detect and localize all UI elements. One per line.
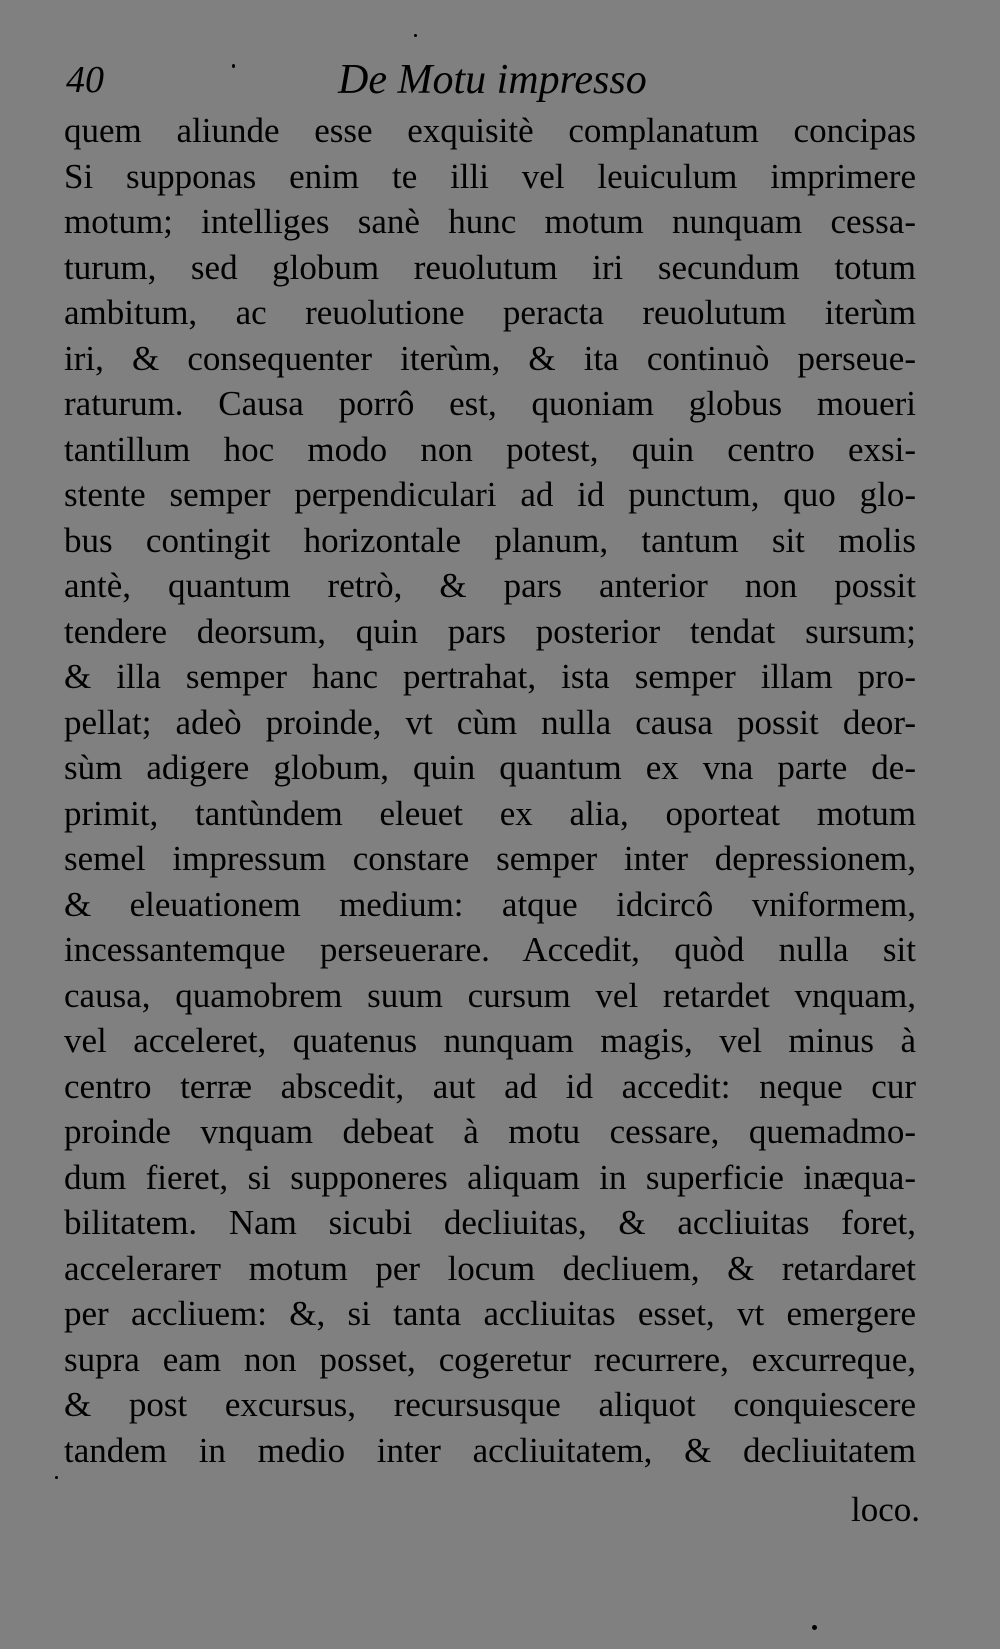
scan-speck (55, 1476, 58, 1479)
text-line: centro terræ abscedit, aut ad id accedit: neque cur (64, 1066, 916, 1106)
body-text (64, 108, 916, 1473)
running-title: De Motu impresso (338, 57, 647, 103)
text-line: Si supponas enim te illi vel leuiculum imprimere (64, 156, 916, 196)
text-line: tandem in medio inter accliuitatem, & decliuitatem (64, 1430, 916, 1470)
text-line: stente semper perpendiculari ad id punctum, quo glo- (64, 475, 916, 514)
text-line: per accliuem: &, si tanta accliuitas esset, vt emergere (64, 1294, 916, 1333)
text-line: accelerarет motum per locum decliuem, & retardaret (64, 1248, 916, 1288)
text-line: vel acceleret, quatenus nunquam magis, vel minus à (64, 1021, 916, 1060)
text-line: sùm adigere globum, quin quantum ex vna parte de- (64, 748, 916, 787)
scan-speck (414, 34, 417, 37)
text-line: antè, quantum retrò, & pars anterior non possit (64, 566, 916, 605)
text-line: causa, quamobrem suum cursum vel retardet vnquam, (64, 975, 916, 1015)
text-line: pellat; adeò proinde, vt cùm nulla causa possit deor- (64, 702, 916, 742)
text-line: bilitatem. Nam sicubi decliuitas, & accliuitas foret, (64, 1203, 916, 1242)
text-line: quem aliunde esse exquisitè complanatum concipas (64, 111, 916, 150)
text-line: turum, sed globum reuolutum iri secundum totum (64, 247, 916, 287)
text-line: supra eam non posset, cogeretur recurrere, excurreque, (64, 1339, 916, 1379)
text-line: motum; intelliges sanè hunc motum nunquam cessa- (64, 202, 916, 241)
page-number: 40 (66, 59, 104, 101)
text-line: & eleuationem medium: atque idcircô vniformem, (64, 884, 916, 924)
text-line: tendere deorsum, quin pars posterior tendat sursum; (64, 611, 916, 651)
text-line: dum fieret, si supponeres aliquam in superficie inæqua- (64, 1157, 916, 1197)
text-line: & post excursus, recursusque aliquot conquiescere (64, 1385, 916, 1424)
text-line: bus contingit horizontale planum, tantum sit molis (64, 520, 916, 560)
text-line: iri, & consequenter iterùm, & ita continuò perseue- (64, 338, 916, 378)
text-line: ambitum, ac reuolutione peracta reuolutum iterùm (64, 293, 916, 332)
text-line: raturum. Causa porrô est, quoniam globus moueri (64, 384, 916, 423)
page-header (60, 52, 920, 108)
catchword: loco. (850, 1490, 920, 1529)
text-line: incessantemque perseuerare. Accedit, quòd nulla sit (64, 930, 916, 969)
text-line: proinde vnquam debeat à motu cessare, quemadmo- (64, 1112, 916, 1151)
text-line: tantillum hoc modo non potest, quin centro exsi- (64, 429, 916, 469)
scan-speck (232, 64, 235, 68)
text-line: semel impressum constare semper inter depressionem, (64, 839, 916, 878)
scan-speck (812, 1625, 817, 1630)
text-line: primit, tantùndem eleuet ex alia, oporteat motum (64, 793, 916, 833)
text-line: & illa semper hanc pertrahat, ista semper illam pro- (64, 657, 916, 696)
